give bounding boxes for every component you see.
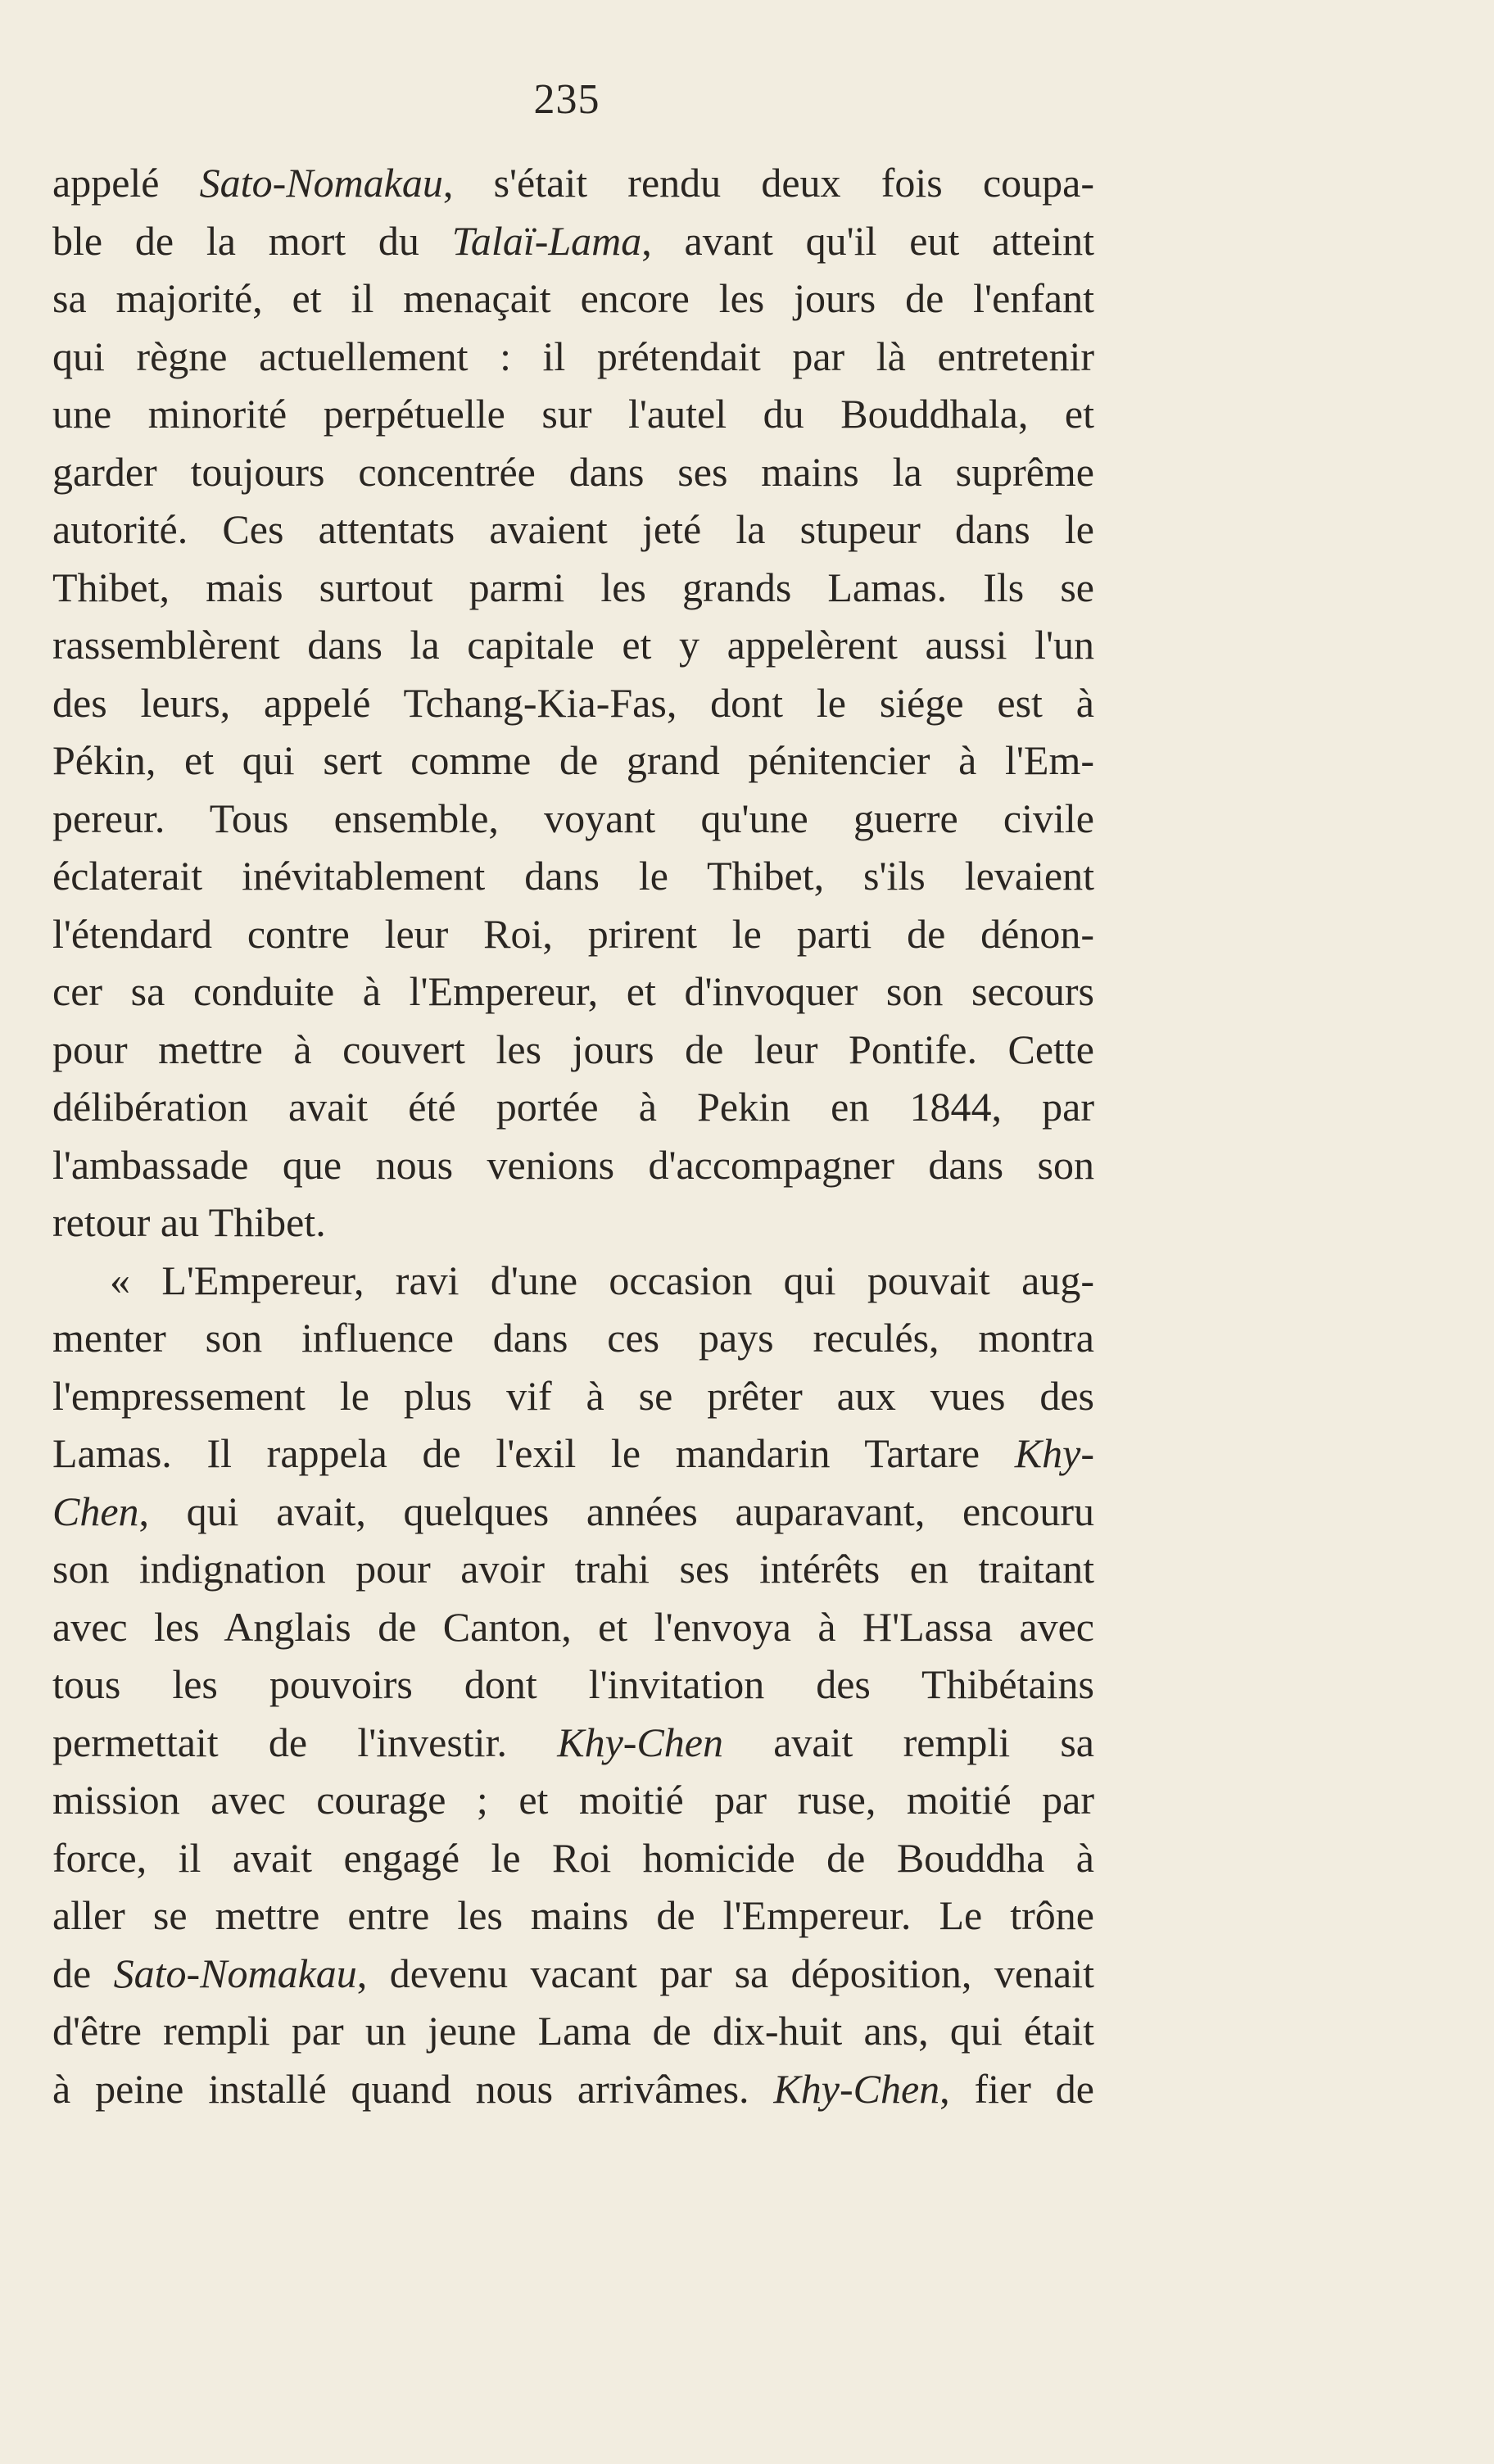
text-run: sa majorité, et il menaçait encore les jours de l'enfant — [52, 275, 1094, 321]
text-run: aller se mettre entre les mains de l'Empereur. Le trône — [52, 1892, 1094, 1938]
text-line — [52, 616, 1094, 674]
text-line — [52, 443, 1094, 501]
italic-run: Sato-Nomakau — [199, 160, 443, 206]
text-line — [52, 1078, 1094, 1136]
text-line — [52, 1021, 1094, 1079]
text-line — [52, 154, 1094, 212]
text-line — [52, 1424, 1094, 1483]
text-line — [52, 847, 1094, 905]
text-line — [52, 1598, 1094, 1656]
text-run: l'ambassade que nous venions d'accompagner dans son — [52, 1141, 1094, 1188]
italic-run: Sato-Nomakau — [113, 1950, 357, 1996]
text-line — [52, 1656, 1094, 1714]
text-run: appelé — [52, 160, 200, 206]
text-line — [52, 1136, 1094, 1194]
text-line — [52, 559, 1094, 617]
text-run: à peine installé quand nous arrivâmes. — [52, 2065, 774, 2112]
text-run: qui règne actuellement : il prétendait par là entretenir — [52, 333, 1094, 379]
text-line — [52, 1829, 1094, 1887]
text-run: « L'Empereur, ravi d'une occasion qui pouvait aug- — [110, 1257, 1094, 1303]
text-run: délibération avait été portée à Pekin en 1844, par — [52, 1084, 1094, 1130]
text-line — [52, 212, 1094, 270]
text-line — [52, 1945, 1094, 2003]
text-run: une minorité perpétuelle sur l'autel du Bouddhala, et — [52, 391, 1094, 437]
text-run: avait rempli sa — [722, 1719, 1094, 1765]
text-run: ble de la mort du — [52, 217, 452, 264]
text-line — [52, 790, 1094, 848]
text-run: Thibet, mais surtout parmi les grands Lamas. Ils se — [52, 564, 1094, 610]
text-run: de — [52, 1950, 114, 1996]
text-line — [52, 385, 1094, 443]
italic-run: Chen — [52, 1488, 139, 1534]
body-text — [52, 154, 1094, 2118]
text-line — [52, 732, 1094, 790]
text-run: menter son influence dans ces pays reculés, montra — [52, 1315, 1094, 1361]
text-run: son indignation pour avoir trahi ses intérêts en traitant — [52, 1546, 1094, 1592]
text-line — [52, 2002, 1094, 2060]
text-line — [52, 1886, 1094, 1945]
text-run: l'empressement le plus vif à se prêter aux vues des — [52, 1372, 1094, 1419]
text-run: Pékin, et qui sert comme de grand pénitencier à l'Em- — [52, 737, 1094, 783]
text-run: , fier de — [939, 2065, 1094, 2112]
text-run: retour au Thibet. — [52, 1199, 326, 1245]
text-run: garder toujours concentrée dans ses mains la suprême — [52, 448, 1094, 495]
page-number: 235 — [533, 76, 600, 123]
text-run: rassemblèrent dans la capitale et y appelèrent aussi l'un — [52, 622, 1094, 668]
text-run: tous les pouvoirs dont l'invitation des Thibétains — [52, 1661, 1094, 1707]
text-line — [52, 1771, 1094, 1829]
text-line — [52, 1194, 1094, 1252]
text-run: éclaterait inévitablement dans le Thibet, s'ils levaient — [52, 853, 1094, 899]
text-run: des leurs, appelé Tchang-Kia-Fas, dont le siége est à — [52, 679, 1094, 726]
text-run: pour mettre à couvert les jours de leur Pontife. Cette — [52, 1026, 1094, 1072]
text-line — [52, 1540, 1094, 1598]
text-line — [52, 328, 1094, 386]
italic-run: Talaï-Lama — [451, 217, 642, 264]
text-run: pereur. Tous ensemble, voyant qu'une guerre civile — [52, 795, 1094, 841]
text-run: l'étendard contre leur Roi, prirent le parti de dénon- — [52, 910, 1094, 957]
text-run: d'être rempli par un jeune Lama de dix-huit ans, qui était — [52, 2008, 1094, 2054]
text-line — [52, 905, 1094, 963]
text-line — [52, 500, 1094, 559]
italic-run: Khy- — [1014, 1430, 1094, 1476]
text-line — [52, 1367, 1094, 1425]
text-line — [52, 962, 1094, 1021]
text-line — [52, 270, 1094, 328]
text-run: Lamas. Il rappela de l'exil le mandarin Tartare — [52, 1430, 1015, 1476]
text-run: mission avec courage ; et moitié par ruse, moitié par — [52, 1777, 1094, 1823]
text-run: , avant qu'il eut atteint — [641, 217, 1094, 264]
text-run: force, il avait engagé le Roi homicide de Bouddha à — [52, 1834, 1094, 1881]
italic-run: Khy-Chen — [773, 2065, 940, 2112]
text-run: permettait de l'investir. — [52, 1719, 558, 1765]
text-run: , devenu vacant par sa déposition, venait — [356, 1950, 1094, 1996]
text-line — [52, 674, 1094, 732]
text-run: , s'était rendu deux fois coupa- — [442, 160, 1094, 206]
italic-run: Khy-Chen — [557, 1719, 723, 1765]
text-line — [52, 2060, 1094, 2118]
text-line — [52, 1252, 1094, 1310]
text-run: , qui avait, quelques années auparavant, encouru — [138, 1488, 1094, 1534]
text-run: avec les Anglais de Canton, et l'envoya à H'Lassa avec — [52, 1603, 1094, 1650]
text-run: cer sa conduite à l'Empereur, et d'invoquer son secours — [52, 968, 1094, 1014]
text-line — [52, 1483, 1094, 1541]
text-line — [52, 1714, 1094, 1772]
text-line — [52, 1309, 1094, 1367]
text-run: autorité. Ces attentats avaient jeté la stupeur dans le — [52, 506, 1094, 552]
